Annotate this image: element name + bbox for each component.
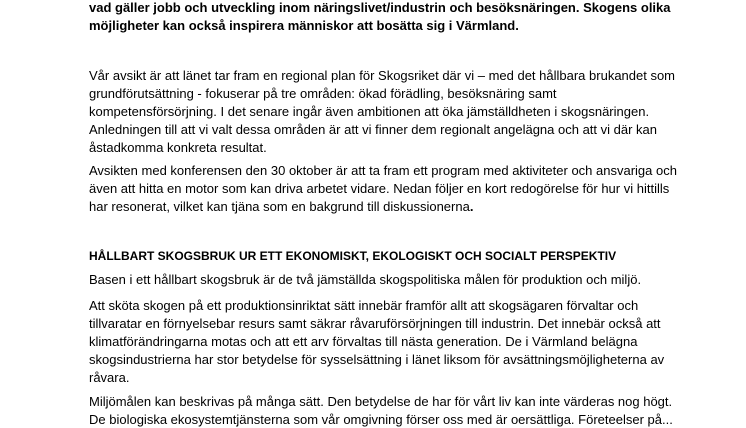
- intro-line-2: möjligheter kan också inspirera människor att bosätta sig i Värmland.: [89, 18, 519, 33]
- paragraph-5-line-2: De biologiska ekosystemtjänsterna som vår omgivning förser oss med är oersättliga. Företeelser på...: [89, 412, 673, 427]
- paragraph-1-line-1: Vår avsikt är att länet tar fram en regional plan för Skogsriket där vi – med det hållbara brukandet som: [89, 68, 676, 83]
- paragraph-2-line-3-text: har resonerat, vilket kan tjäna som en bakgrund till diskussionerna: [89, 199, 470, 214]
- paragraph-2-line-1: Avsikten med konferensen den 30 oktober är att ta fram ett program med aktiviteter och ansvariga och: [89, 163, 677, 178]
- section-heading: HÅLLBART SKOGSBRUK UR ETT EKONOMISKT, EKOLOGISKT OCH SOCIALT PERSPEKTIV: [89, 249, 617, 263]
- paragraph-4-line-5: råvara.: [89, 370, 130, 385]
- paragraph-4-line-3: klimatförändringarna motas och att ett arv förvaltas till nästa generation. De i Värmland belägna: [89, 334, 638, 349]
- paragraph-4-line-2: tillvaratar en förnyelsebar resurs samt säkrar råvaruförsörjningen till industrin. Det innebär också att: [89, 316, 661, 331]
- paragraph-2-line-2: även att hitta en motor som kan driva arbetet vidare. Nedan följer en kort redogörelse för hur vi hittills: [89, 181, 670, 196]
- paragraph-4-line-4: skogsindustrierna har stor betydelse för sysselsättning i länet liksom för avsättningsmöjligheterna av: [89, 352, 665, 367]
- paragraph-1-line-4: Anledningen till att vi valt dessa områden är att vi finner dem regionalt angelägna och att vi där kan: [89, 122, 658, 137]
- paragraph-2-line-3: [89, 199, 473, 215]
- paragraph-4-line-1: Att sköta skogen på ett produktionsinriktat sätt innebär framför allt att skogsägaren förvaltar och: [89, 298, 639, 313]
- paragraph-2-final-period: .: [469, 199, 474, 214]
- paragraph-5-line-1: Miljömålen kan beskrivas på många sätt. Den betydelse de har för vårt liv kan inte värderas nog högt.: [89, 394, 673, 409]
- paragraph-1-line-3: kompetensförsörjning. I det senare ingår även ambitionen att öka jämställdheten i skogsnäringen.: [89, 104, 650, 119]
- paragraph-1-line-2: grundförutsättning - fokuserar på tre områden: ökad förädling, besöksnäring samt: [89, 86, 557, 101]
- paragraph-3-line-1: Basen i ett hållbart skogsbruk är de två jämställda skogspolitiska målen för produktion och miljö.: [89, 272, 642, 287]
- paragraph-1-line-5: åstadkomma konkreta resultat.: [89, 140, 267, 155]
- intro-line-1: vad gäller jobb och utveckling inom näringslivet/industrin och besöksnäringen. Skogens olika: [89, 0, 671, 15]
